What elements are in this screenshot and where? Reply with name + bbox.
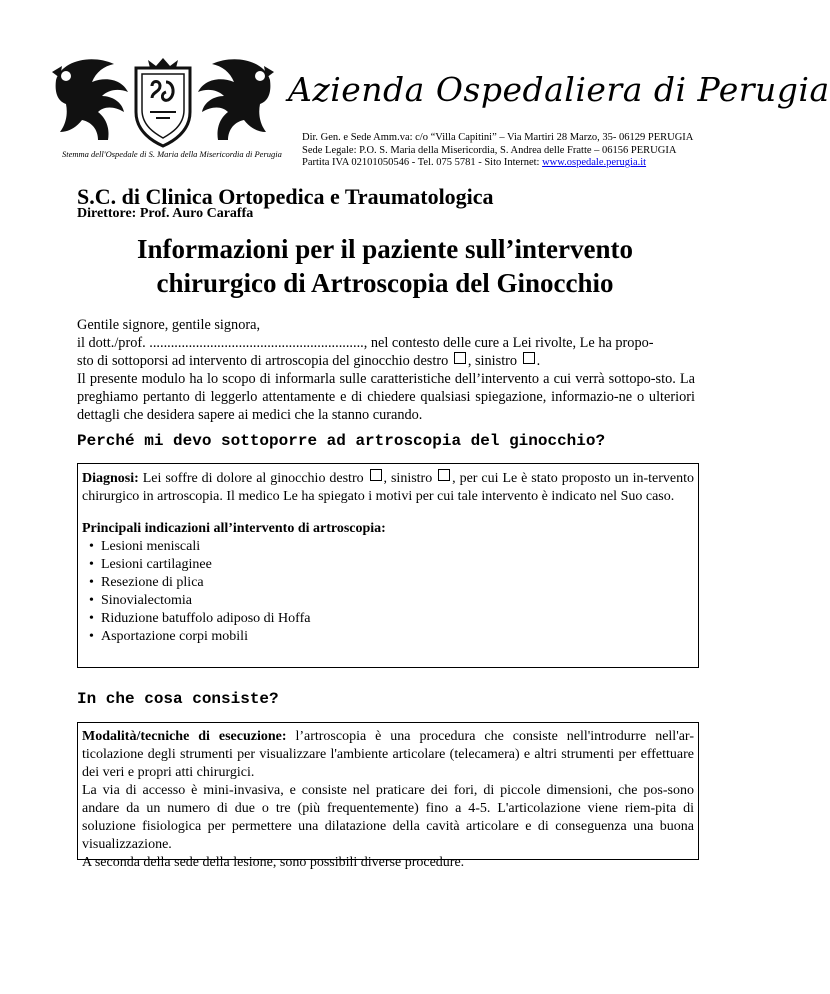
department-name: S.C. di Clinica Ortopedica e Traumatologica [77, 184, 494, 209]
list-item: • Sinovialectomia [82, 592, 694, 610]
address-line-2: Sede Legale: P.O. S. Maria della Misericordia, S. Andrea delle Fratte – 06156 PERUGIA [302, 144, 677, 156]
intro-line-doctor: il dott./prof. ............................................................, nel contesto delle cure a Lei rivolte, Le ha propo- [77, 335, 654, 351]
diagnosis-text-b: , sinistro [383, 471, 437, 486]
intro-paragraph [77, 316, 695, 424]
address-line-1: Dir. Gen. e Sede Amm.va: c/o “Villa Capitini” – Via Martiri 28 Marzo, 35- 06129 PERUGIA [302, 132, 694, 143]
diagnosis-text-c: , per cui Le è stato proposto un in-tervento chirurgico in artroscopia. Il medico Le ha spiegato i motivi per cui tale intervento è indicato nel Suo caso. [82, 471, 694, 504]
department-director: Direttore: Prof. Auro Caraffa [77, 206, 254, 221]
access-paragraph: La via di accesso è mini-invasiva, e consiste nel praticare dei fori, di piccole dimensioni, che pos-sono andare da un numero di due o tre (più frequentemente) fino a 4-5. L'articolazione viene riem-pita di soluzione fisiologica per permettere una dilatazione della cavità articolare e di conseguenza una buona visualizzazione. [82, 783, 694, 852]
section-heading-what: In che cosa consiste? [77, 690, 279, 708]
intro-knee-text-a: sto di sottoporsi ad intervento di artroscopia del ginocchio destro [77, 353, 452, 369]
address-line-3 [302, 157, 693, 170]
intro-greeting: Gentile signore, gentile signora, [77, 317, 261, 333]
intro-purpose-text: Il presente modulo ha lo scopo di informarla sulle caratteristiche dell’intervento a cui verrà sottopo-sto. La preghiamo pertanto di leggerlo attentamente e di chiedere qualsiasi spiegazione, informazio-ne o ulteriori dettagli che desidera sapere ai medici che la stanno curando. [77, 371, 695, 423]
website-link[interactable]: www.ospedale.perugia.it [542, 157, 647, 168]
intro-knee-text-c: . [536, 353, 541, 369]
title-line-1: Informazioni per il paziente sull’intervento [137, 234, 633, 264]
section-heading-why: Perché mi devo sottoporre ad artroscopia del ginocchio? [77, 432, 606, 450]
method-text: l’artroscopia è una procedura che consiste nell'introdurre nell'ar-ticolazione degli strumenti per visualizzare l'ambiente articolare (telecamera) e altri strumenti per effettuare dei veri e propri atti chirurgici. [82, 729, 694, 780]
diagnosis-label: Diagnosi: [82, 471, 139, 486]
list-item: • Lesioni cartilaginee [82, 556, 694, 574]
list-item: • Resezione di plica [82, 574, 694, 592]
indications-list [82, 538, 694, 646]
method-box [77, 722, 699, 870]
method-label: Modalità/tecniche di esecuzione: [82, 729, 287, 744]
left-knee-checkbox[interactable] [523, 352, 535, 364]
page-title [60, 232, 710, 300]
procedures-paragraph: A seconda della sede della lesione, sono possibili diverse procedure. [82, 855, 465, 870]
hospital-address-block [302, 132, 693, 170]
method-paragraph [82, 728, 694, 782]
right-knee-checkbox[interactable] [454, 352, 466, 364]
diagnosis-right-knee-checkbox[interactable] [370, 469, 382, 481]
list-item: • Riduzione batuffolo adiposo di Hoffa [82, 610, 694, 628]
diagnosis-box [77, 463, 699, 668]
title-line-2: chirurgico di Artroscopia del Ginocchio [156, 268, 614, 298]
indications-heading: Principali indicazioni all’intervento di artroscopia: [82, 521, 386, 536]
list-item: • Lesioni meniscali [82, 538, 694, 556]
logo-caption: Stemma dell'Ospedale di S. Maria della Misericordia di Perugia [62, 149, 282, 159]
intro-line-knee [77, 352, 695, 370]
list-item: • Asportazione corpi mobili [82, 628, 694, 646]
diagnosis-text-a: Lei soffre di dolore al ginocchio destro [138, 471, 368, 486]
address-line-3-text: Partita IVA 02101050546 - Tel. 075 5781 - Sito Internet: [302, 157, 543, 168]
hospital-brand-name: Azienda Ospedaliera di Perugia [288, 70, 830, 109]
diagnosis-paragraph [82, 469, 694, 506]
hospital-coat-of-arms-logo [52, 52, 274, 152]
diagnosis-left-knee-checkbox[interactable] [438, 469, 450, 481]
intro-knee-text-b: , sinistro [467, 353, 521, 369]
